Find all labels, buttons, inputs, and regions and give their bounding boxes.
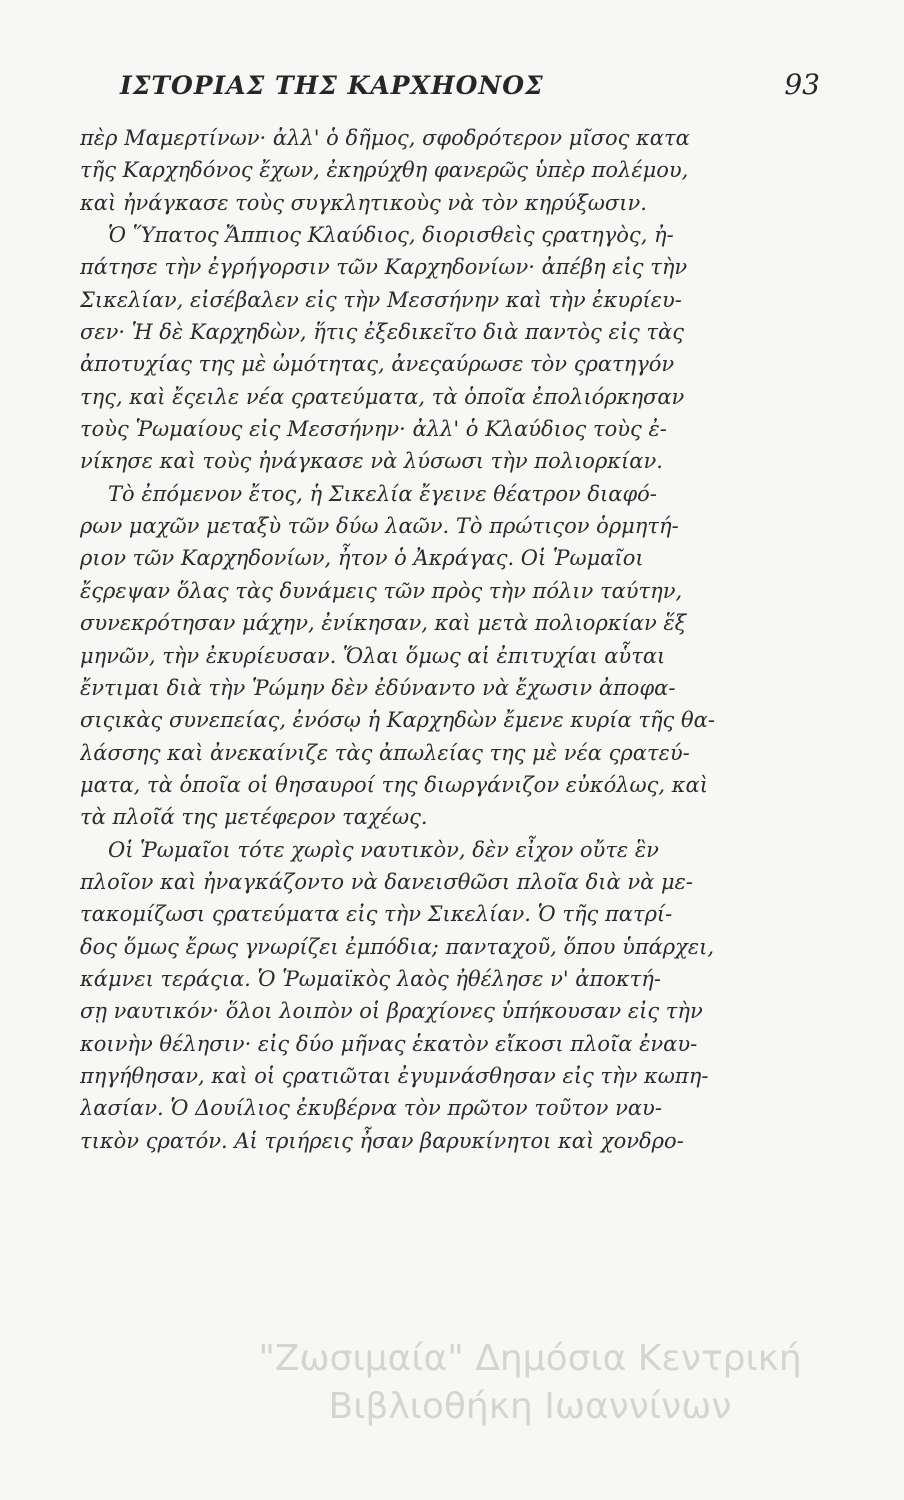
text-line: κάμνει τεράςια. Ὁ Ῥωμαϊκὸς λαὸς ἠθέλησε ν' ἀποκτή- <box>80 966 661 991</box>
text-line: κοινὴν θέλησιν· εἰς δύο μῆνας ἑκατὸν εἴκοσι πλοῖα ἐναυ- <box>80 1031 698 1056</box>
text-line: Τὸ ἐπόμενον ἔτος, ἡ Σικελία ἔγεινε θέατρον διαφό- <box>108 481 657 506</box>
text-line: συνεκρότησαν μάχην, ἐνίκησαν, καὶ μετὰ πολιορκίαν ἕξ <box>80 611 687 636</box>
text-line: καὶ ἠνάγκασε τοὺς συγκλητικοὺς νὰ τὸν κηρύξωσιν. <box>80 190 647 215</box>
text-line: ἀποτυχίας της μὲ ὠμότητας, ἀνεςαύρωσε τὸν ςρατηγόν <box>80 352 675 377</box>
text-line: πὲρ Μαμερτίνων· ἀλλ' ὁ δῆμος, σφοδρότερον μῖσος κατα <box>80 126 690 150</box>
text-line: Σικελίαν, εἰσέβαλεν εἰς τὴν Μεσσήνην καὶ τὴν ἐκυρίευ- <box>80 287 682 312</box>
text-line: σῃ ναυτικόν· ὅλοι λοιπὸν οἱ βραχίονες ὑπήκουσαν εἰς τὴν <box>80 999 703 1024</box>
text-line: ριον τῶν Καρχηδονίων, ἦτον ὁ Ἀκράγας. Οἱ Ῥωμαῖοι <box>80 546 644 571</box>
text-line: πλοῖον καὶ ἠναγκάζοντο νὰ δανεισθῶσι πλοῖα διὰ νὰ με- <box>80 869 693 894</box>
text-line: της, καὶ ἔςειλε νέα ςρατεύματα, τὰ ὁποῖα ἐπολιόρκησαν <box>80 384 685 409</box>
text-line: τῆς Καρχηδόνος ἔχων, ἐκηρύχθη φανερῶς ὑπὲρ πολέμου, <box>80 158 689 183</box>
text-line: ματα, τὰ ὁποῖα οἱ θησαυροί της διωργάνιζον εὐκόλως, καὶ <box>80 772 708 797</box>
text-line: Ὁ Ὕπατος Ἄππιος Κλαύδιος, διορισθεὶς ςρατηγὸς, ἠ- <box>108 223 674 248</box>
text-line: τὰ πλοῖά της μετέφερον ταχέως. <box>80 805 428 830</box>
text-line: λάσσης καὶ ἀνεκαίνιζε τὰς ἀπωλείας της μὲ νέα ςρατεύ- <box>80 740 690 765</box>
running-title: ΙΣΤΟΡΙΑΣ ΤΗΣ ΚΑΡΧΗΟΝΟΣ <box>120 71 544 100</box>
text-line: ἔςρεψαν ὅλας τὰς δυνάμεις τῶν πρὸς τὴν πόλιν ταύτην, <box>80 578 683 603</box>
text-line: πηγήθησαν, καὶ οἱ ςρατιῶται ἐγυμνάσθησαν εἰς τὴν κωπη- <box>80 1063 709 1088</box>
page-number: 93 <box>784 68 820 101</box>
text-line: δος ὅμως ἔρως γνωρίζει ἐμπόδια; πανταχοῦ, ὅπου ὑπάρχει, <box>80 934 715 959</box>
text-line: νίκησε καὶ τοὺς ἠνάγκασε νὰ λύσωσι τὴν πολιορκίαν. <box>80 449 663 474</box>
text-line: μηνῶν, τὴν ἐκυρίευσαν. Ὅλαι ὅμως αἱ ἐπιτυχίαι αὗται <box>80 643 666 668</box>
watermark-line-1: "Ζωσιμαία" Δημόσια Κεντρική <box>258 1338 802 1379</box>
text-line: ρων μαχῶν μεταξὺ τῶν δύω λαῶν. Τὸ πρώτιςον ὁρμητή- <box>80 514 679 539</box>
text-line: λασίαν. Ὁ Δουίλιος ἐκυβέρνα τὸν πρῶτον τοῦτον ναυ- <box>80 1096 662 1121</box>
text-line: ἔντιμαι διὰ τὴν Ῥώμην δὲν ἐδύναντο νὰ ἔχωσιν ἀποφα- <box>80 675 676 700</box>
running-header <box>120 68 820 101</box>
text-line: σιςικὰς συνεπείας, ἐνόσῳ ἡ Καρχηδὼν ἔμενε κυρία τῆς θα- <box>80 708 715 733</box>
text-line: Οἱ Ῥωμαῖοι τότε χωρὶς ναυτικὸν, δὲν εἶχον οὔτε ἓν <box>108 837 659 862</box>
body-text <box>80 122 770 1157</box>
text-line: τακομίζωσι ςρατεύματα εἰς τὴν Σικελίαν. Ὁ τῆς πατρί- <box>80 902 673 927</box>
text-line: τοὺς Ῥωμαίους εἰς Μεσσήνην· ἀλλ' ὁ Κλαύδιος τοὺς ἐ- <box>80 417 667 442</box>
library-watermark <box>180 1335 880 1431</box>
text-line: τικὸν ςρατόν. Αἱ τριήρεις ἦσαν βαρυκίνητοι καὶ χονδρο- <box>80 1128 684 1153</box>
text-line: πάτησε τὴν ἐγρήγορσιν τῶν Καρχηδονίων· ἀπέβη εἰς τὴν <box>80 255 688 280</box>
watermark-line-2: Βιβλιοθήκη Ιωαννίνων <box>328 1386 732 1427</box>
text-line: σεν· Ἡ δὲ Καρχηδὼν, ἥτις ἐξεδικεῖτο διὰ παντὸς εἰς τὰς <box>80 320 684 345</box>
